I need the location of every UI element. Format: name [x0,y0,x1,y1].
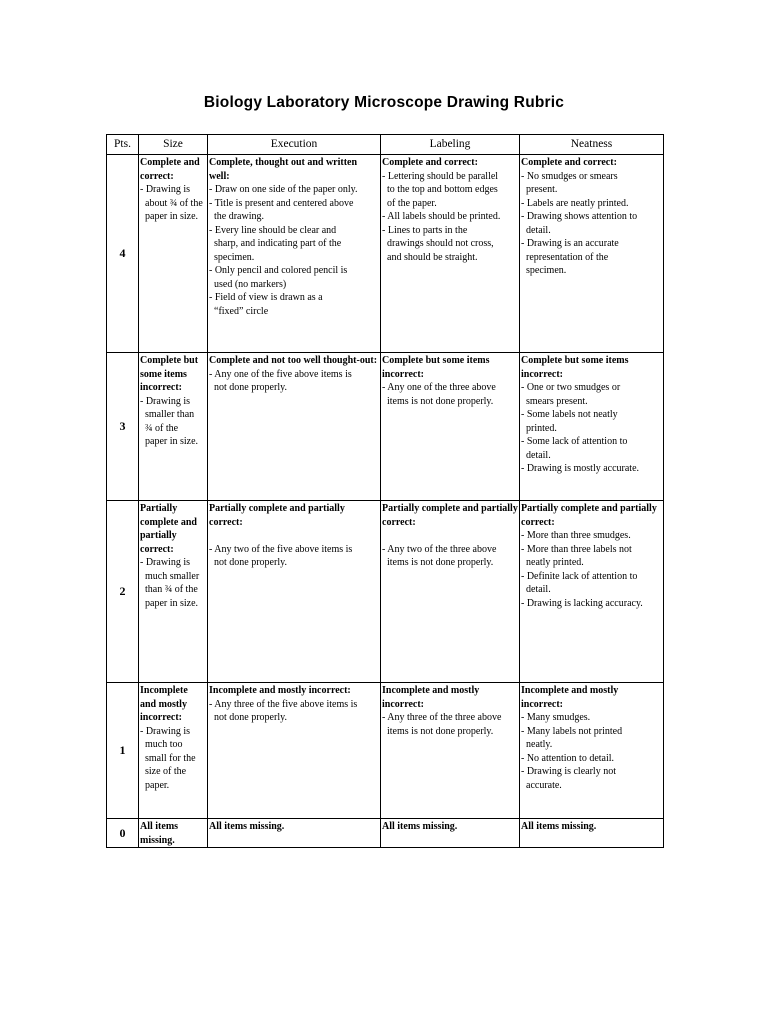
criterion-line: - Any three of the five above items is [209,698,358,710]
header-execution: Execution [208,135,381,155]
criterion-heading: All items missing. [521,821,597,832]
criterion-line: printed. [526,422,557,434]
criterion-line: - Drawing is lacking accuracy. [521,597,643,609]
criterion-line: paper in size. [145,211,199,222]
criterion-line: detail. [526,449,551,461]
criterion-line: - Lettering should be parallel [382,170,499,182]
criterion-line: specimen. [526,265,567,276]
labeling-cell [381,353,520,501]
rubric-table [106,134,664,848]
points-cell: 0 [107,819,139,848]
criterion-line: - Lines to parts in the [382,224,468,236]
criterion-heading: Partially complete and partially correct: [209,503,345,528]
criterion-line: small for the [145,752,196,764]
criterion-line: size of the [145,766,187,777]
criterion-line: of the paper. [387,197,437,209]
criterion-line: - Draw on one side of the paper only. [209,184,358,195]
criterion-line: not done properly. [214,382,287,393]
size-cell [139,501,208,683]
criterion-heading: Incomplete and mostly incorrect: [140,685,188,723]
execution-cell [208,155,381,353]
criterion-line: and should be straight. [387,251,478,263]
table-row [107,353,664,501]
criterion-line: sharp, and indicating part of the [214,238,342,249]
header-row [107,135,664,155]
criterion-line [382,529,518,543]
criterion-line: not done properly. [214,712,287,723]
execution-cell [208,683,381,819]
criterion-line: - No attention to detail. [521,752,615,764]
criterion-line: to the top and bottom edges [387,184,498,195]
neatness-cell [520,683,664,819]
criterion-heading: All items missing. [382,821,458,832]
criterion-line: smears present. [526,395,588,407]
criterion-line: - More than three labels not [521,543,632,555]
criterion-heading: Complete and correct: [521,157,617,168]
criterion-heading: All items missing. [209,821,285,832]
criterion-line: much too [145,739,183,750]
criterion-line [209,529,379,543]
page-title: Biology Laboratory Microscope Drawing Rubric [203,94,565,111]
criterion-line: - Drawing is [140,395,190,407]
criterion-line: neatly. [526,739,553,750]
criterion-heading: Complete but some items incorrect: [521,355,629,380]
criterion-line: - Many labels not printed [521,725,623,737]
criterion-line: paper in size. [145,597,199,609]
criterion-line: - Title is present and centered above [209,197,354,209]
criterion-line: neatly printed. [526,557,584,568]
table-row [107,683,664,819]
labeling-cell [381,819,520,848]
criterion-line: - Some labels not neatly [521,409,618,420]
size-cell [139,353,208,501]
criterion-line: representation of the [526,251,609,263]
criterion-line: ¾ of the [145,422,179,434]
criterion-line: - Any two of the three above [382,543,497,555]
criterion-line: detail. [526,584,551,595]
criterion-heading: All items missing. [140,821,179,846]
points-cell: 3 [107,353,139,501]
criterion-line: items is not done properly. [387,395,494,407]
criterion-heading: Complete and correct: [140,157,200,182]
execution-cell [208,353,381,501]
criterion-line: than ¾ of the [145,584,198,595]
neatness-cell [520,819,664,848]
points-cell: 1 [107,683,139,819]
criterion-line: about ¾ of the [145,197,203,209]
criterion-line: - No smudges or smears [521,170,618,182]
criterion-line: detail. [526,224,551,236]
criterion-heading: Complete but some items incorrect: [140,355,199,393]
criterion-line: - Drawing shows attention to [521,211,638,222]
criterion-line: - More than three smudges. [521,530,631,541]
criterion-line: drawings should not cross, [387,238,494,249]
criterion-line: - Drawing is an accurate [521,238,619,249]
criterion-heading: Complete and not too well thought-out: [209,355,378,366]
criterion-line: - One or two smudges or [521,382,621,393]
labeling-cell [381,683,520,819]
criterion-line: - Many smudges. [521,712,591,723]
criterion-line: present. [526,184,558,195]
points-cell: 4 [107,155,139,353]
criterion-heading: Partially complete and partially correct: [382,503,518,528]
size-cell [139,155,208,353]
table-row [107,501,664,683]
criterion-heading: Complete, thought out and written well: [209,157,358,182]
labeling-cell [381,155,520,353]
criterion-heading: Complete but some items incorrect: [382,355,490,380]
size-cell [139,683,208,819]
criterion-line: specimen. [214,251,255,263]
labeling-cell [381,501,520,683]
criterion-line: - Only pencil and colored pencil is [209,265,348,276]
criterion-line: the drawing. [214,211,264,222]
criterion-line: - Drawing is [140,557,190,568]
criterion-line: “fixed” circle [214,305,269,317]
criterion-line: - Every line should be clear and [209,224,337,236]
criterion-line: much smaller [145,570,200,582]
criterion-line: - Any one of the three above [382,382,496,393]
header-pts: Pts. [107,135,139,155]
criterion-line: paper. [145,779,170,791]
header-size: Size [139,135,208,155]
header-labeling: Labeling [381,135,520,155]
neatness-cell [520,501,664,683]
criterion-line: paper in size. [145,436,199,447]
criterion-line: used (no markers) [214,278,287,290]
criterion-line: - Some lack of attention to [521,436,628,447]
criterion-line: - Drawing is clearly not [521,766,616,777]
criterion-line: smaller than [145,409,195,420]
neatness-cell [520,155,664,353]
criterion-heading: Complete and correct: [382,157,478,168]
header-neatness: Neatness [520,135,664,155]
criterion-line: items is not done properly. [387,725,494,737]
execution-cell [208,819,381,848]
size-cell [139,819,208,848]
criterion-heading: Partially complete and partially correct: [521,503,657,528]
criterion-line: - Any two of the five above items is [209,543,353,555]
criterion-line: - Field of view is drawn as a [209,292,323,303]
criterion-line: - Labels are neatly printed. [521,197,629,209]
criterion-heading: Incomplete and mostly incorrect: [521,685,619,710]
table-row [107,155,664,353]
criterion-line: not done properly. [214,557,287,568]
table-row [107,819,664,848]
criterion-line: - Any one of the five above items is [209,368,352,380]
criterion-line: - All labels should be printed. [382,211,501,222]
criterion-line: - Any three of the three above [382,712,502,723]
criterion-line: accurate. [526,779,562,791]
criterion-line: items is not done properly. [387,557,494,568]
criterion-line: - Drawing is mostly accurate. [521,463,640,474]
criterion-line: - Definite lack of attention to [521,570,638,582]
execution-cell [208,501,381,683]
neatness-cell [520,353,664,501]
criterion-line: - Drawing is [140,725,190,737]
criterion-heading: Incomplete and mostly incorrect: [382,685,480,710]
criterion-heading: Partially complete and partially correct: [140,503,197,555]
criterion-line: - Drawing is [140,184,190,195]
criterion-heading: Incomplete and mostly incorrect: [209,685,351,696]
points-cell: 2 [107,501,139,683]
